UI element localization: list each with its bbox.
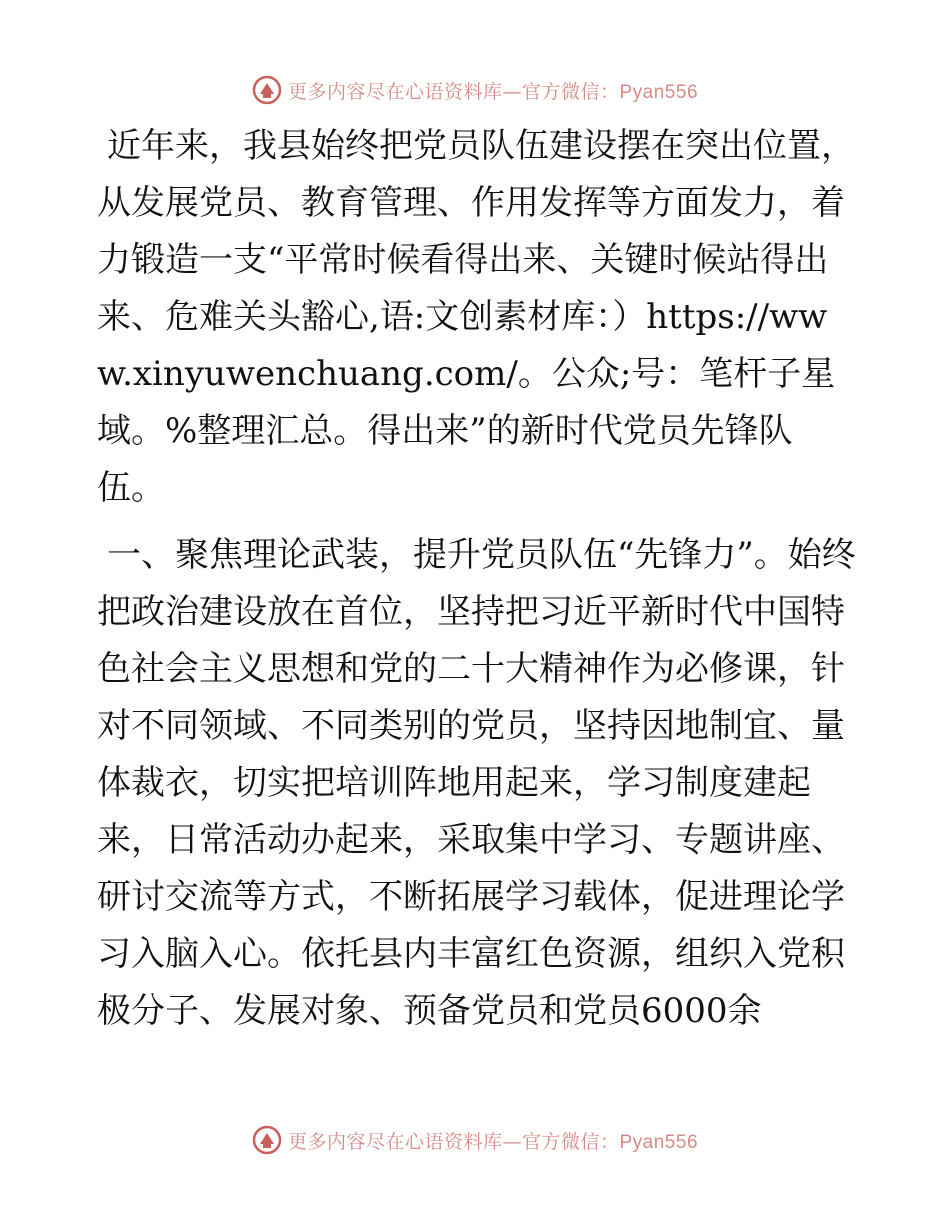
watermark-text: 更多内容尽在心语资料库—官方微信：Pyan556 <box>287 1130 699 1153</box>
stamp-logo-icon <box>252 75 282 105</box>
header-watermark <box>0 72 950 108</box>
stamp-logo-icon <box>252 1125 282 1155</box>
document-body <box>97 118 857 1040</box>
wechat-id: Pyan556 <box>619 81 699 103</box>
footer-watermark <box>0 1122 950 1158</box>
paragraph-intro: 近年来，我县始终把党员队伍建设摆在突出位置，从发展党员、教育管理、作用发挥等方面发力，着力锻造一支“平常时候看得出来、关键时候站得出来、危难关头豁心,语:文创素材库：）https://www.xinyuwenchuang.com/。公众;号：笔杆子星域。%整理汇总。得出来”的新时代党员先锋队伍。 <box>97 126 855 508</box>
wechat-id: Pyan556 <box>619 1131 699 1153</box>
watermark-text: 更多内容尽在心语资料库—官方微信：Pyan556 <box>287 80 699 103</box>
paragraph-section-one: 一、聚焦理论武装，提升党员队伍“先锋力”。始终把政治建设放在首位，坚持把习近平新时代中国特色社会主义思想和党的二十大精神作为必修课，针对不同领域、不同类别的党员，坚持因地制宜、量体裁衣，切实把培训阵地用起来，学习制度建起来，日常活动办起来，采取集中学习、专题讲座、研讨交流等方式，不断拓展学习载体，促进理论学习入脑入心。依托县内丰富红色资源，组织入党积极分子、发展对象、预备党员和党员6000余 <box>97 535 856 1031</box>
